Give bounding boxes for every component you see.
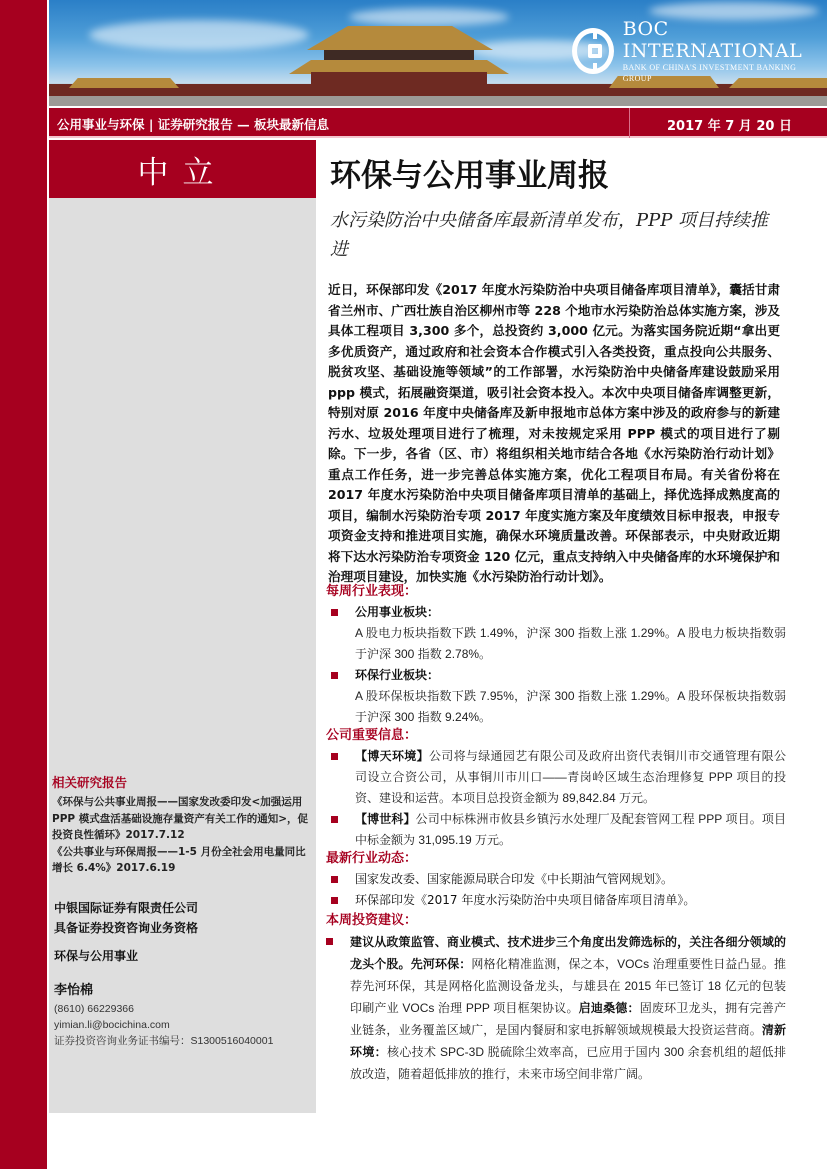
intro-paragraph: 近日，环保部印发《2017 年度水污染防治中央项目储备库项目清单》，囊括甘肃省兰州市、广西壮族自治区柳州市等 228 个地市水污染防治总体实施方案，涉及具体工程项目 3,300 多个，总投资约 3,000 亿元。为落实国务院近期“拿出更多优质资产，通过政府和社会资本合作模式引入各类投资，重点投向公共服务、脱贫攻坚、基础设施等领域”的工作部署，水污染防治中央储备库建设鼓励采用 ppp 模式，拓展融资渠道，吸引社会资本投入。本次中央项目储备库调整更新，特别对原 2016 年度中央储备库及新申报地市总体方案中涉及的政府参与的新建污水、垃圾处理项目进行了梳理，对未按规定采用 PPP 模式的项目进行了剔除。下一步，各省（区、市）将组织相关地市结合各地《水污染防治行动计划》重点工作任务，进一步完善总体实施方案，优化工程项目布局。有关省份将在 2017 年度水污染防治中央项目储备库项目清单的基础上，择优选择成熟度高的项目，编制水污染防治专项 2017 年度实施方案及年度绩效目标申报表，申报专项资金支持和推进项目实施，确保水环境质量改善。环保部表示，中央财政近期将下达水污染防治专项资金 120 亿元，重点支持纳入中央储备库的水环境保护和治理项目建设，加快实施《水污染防治行动计划》。 [328, 282, 780, 584]
section-heading: 最新行业动态： [326, 851, 418, 866]
side-hall-roof [69, 78, 179, 88]
item-text: 环保部印发《2017 年度水污染防治中央项目储备库项目清单》。 [355, 893, 696, 907]
section-industry-news [326, 849, 786, 911]
list-item [326, 809, 786, 851]
report-header-band [49, 108, 827, 138]
report-date: 2017 年 7 月 20 日 [667, 119, 792, 134]
list-item [326, 931, 786, 1085]
company-label: 【博世科】 [355, 812, 416, 826]
square-bullet-icon [331, 609, 338, 616]
square-bullet-icon [331, 876, 338, 883]
report-category: 公用事业与环保 | 证券研究报告 — 板块最新信息 [57, 117, 329, 132]
item-label: 环保行业板块： [355, 668, 440, 682]
analyst-info [54, 979, 273, 1049]
related-reports-title: 相关研究报告 [52, 775, 128, 790]
square-bullet-icon [331, 753, 338, 760]
analyst-email[interactable]: yimian.li@bocichina.com [54, 1019, 170, 1031]
band-divider [629, 108, 630, 138]
analyst-name: 李怡棉 [54, 983, 94, 998]
main-hall-upper-roof [307, 26, 493, 50]
rating-box [49, 140, 316, 198]
sector-label: 环保与公用事业 [54, 949, 139, 963]
cloud [349, 8, 509, 26]
related-report-item[interactable]: 《公共事业与环保周报——1-5 月份全社会用电量同比增长 6.4%》2017.6.19 [52, 845, 306, 874]
item-text: 公司中标株洲市攸县乡镇污水处理厂及配套管网工程 PPP 项目。项目中标金额为 31,095.19 万元。 [355, 812, 786, 847]
square-bullet-icon [331, 816, 338, 823]
section-investment-advice [326, 911, 786, 1085]
advice-lead: 建议从政策监管、商业模式、技术进步三个角度出发筛选标的，关注各细分领域的龙头个股。 [350, 935, 786, 971]
stock-label: 先河环保： [410, 957, 472, 971]
header-banner [49, 0, 827, 106]
item-text: 公司将与绿通园艺有限公司及政府出资代表铜川市交通管理有限公司设立合资公司，从事铜川市川口——青岗岭区域生态治理修复 PPP 项目的投资、建设和运营。本项目总投资金额为 89,842.84 万元。 [355, 749, 786, 805]
main-hall-eaves [324, 50, 474, 60]
square-bullet-icon [331, 897, 338, 904]
square-bullet-icon [326, 938, 333, 945]
analyst-license: 证券投资咨询业务证书编号：S1300516040001 [54, 1035, 274, 1047]
related-reports [52, 773, 314, 877]
section-weekly-performance [326, 582, 786, 728]
stock-text: 固废环卫龙头，拥有完善产业链条，业务覆盖区域广，是国内餐厨和家电拆解领域规模最大投资运营商。 [350, 1001, 786, 1037]
item-label: 公用事业板块： [355, 605, 440, 619]
company-qualification: 具备证券投资咨询业务资格 [54, 921, 199, 935]
stock-text: 网格化精准监测，保之本，VOCs 治理重要性日益凸显。推荐先河环保，其是网格化监测设备龙头，与雄县在 2015 年已签订 18 亿元的包装印刷产业 VOCs 治理 PPP 项目框架协议。 [350, 957, 786, 1015]
stock-text: 核心技术 SPC-3D 脱硫除尘效率高，已应用于国内 300 余套机组的超低排放改造，随着超低排放的推行，未来市场空间非常广阔。 [350, 1045, 786, 1081]
report-title: 环保与公用事业周报 [330, 158, 609, 194]
list-item [326, 746, 786, 809]
logo-title: BOC INTERNATIONAL [622, 18, 803, 62]
list-item [326, 890, 786, 911]
boc-emblem-icon [572, 28, 614, 74]
cloud [89, 20, 309, 50]
company-label: 【博天环境】 [355, 749, 429, 763]
related-report-item[interactable]: 《环保与公共事业周报——国家发改委印发<加强运用 PPP 模式盘活基础设施存量资产有关工作的通知>，促投资良性循环》2017.7.12 [52, 796, 309, 841]
company-info [54, 898, 314, 938]
stock-label: 启迪桑德： [578, 1001, 640, 1015]
section-heading: 每周行业表现： [326, 584, 418, 599]
logo-subtitle: BANK OF CHINA'S INVESTMENT BANKING GROUP [622, 63, 797, 83]
item-text: 国家发改委、国家能源局联合印发《中长期油气管网规划》。 [355, 872, 674, 886]
report-subtitle: 水污染防治中央储备库最新清单发布，PPP 项目持续推进 [330, 210, 769, 260]
rating-label: 中立 [137, 154, 228, 191]
analyst-phone: (8610) 66229366 [54, 1003, 134, 1015]
company-name: 中银国际证券有限责任公司 [54, 901, 199, 915]
left-brand-stripe [0, 0, 47, 1169]
main-hall-body [311, 72, 487, 86]
square-bullet-icon [331, 672, 338, 679]
stock-label: 清新环境： [350, 1023, 786, 1059]
item-text: A 股环保板块指数下跌 7.95%，沪深 300 指数上涨 1.29%。A 股环保板块指数弱于沪深 300 指数 9.24%。 [355, 689, 786, 724]
boc-international-logo [572, 18, 827, 84]
list-item [326, 869, 786, 890]
list-item [326, 665, 786, 728]
list-item [326, 602, 786, 665]
section-heading: 公司重要信息： [326, 728, 418, 743]
section-heading: 本周投资建议： [326, 913, 418, 928]
section-company-news [326, 726, 786, 851]
sidebar-panel [49, 198, 316, 1113]
item-text: A 股电力板块指数下跌 1.49%，沪深 300 指数上涨 1.29%。A 股电力板块指数弱于沪深 300 指数 2.78%。 [355, 626, 786, 661]
